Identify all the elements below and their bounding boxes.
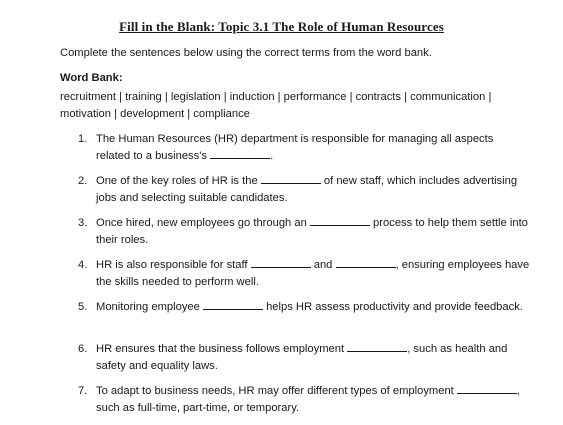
answer-blank[interactable]: [251, 257, 311, 268]
question-item: [60, 383, 530, 425]
question-list: [60, 131, 530, 425]
question-text: To adapt to business needs, HR may offer different types of employment: [96, 385, 457, 397]
question-text: The Human Resources (HR) department is responsible for managing all aspects related to a business's: [96, 133, 494, 162]
question-text: , ensuring employees have the skills needed to perform well.: [96, 259, 530, 288]
word-bank-heading: Word Bank:: [60, 72, 123, 84]
question-item: [60, 173, 530, 215]
question-number: 7.: [78, 385, 88, 397]
answer-blank[interactable]: [203, 299, 263, 310]
question-item: [60, 341, 530, 383]
question-text: HR ensures that the business follows employment: [96, 343, 348, 355]
question-number: 3.: [78, 217, 88, 229]
word-bank-list: recruitment | training | legislation | induction | performance | contracts | communication | motivation | development | compliance: [60, 91, 492, 120]
question-text: , such as health and safety and equality laws.: [96, 343, 508, 372]
question-text: of new staff, which includes advertising jobs and selecting suitable candidates.: [96, 175, 518, 204]
answer-blank[interactable]: [310, 215, 370, 226]
answer-blank[interactable]: [210, 148, 270, 159]
question-number: 6.: [78, 343, 88, 355]
question-text: and: [310, 259, 336, 271]
question-text: helps HR assess productivity and provide feedback.: [262, 301, 523, 313]
instructions-text: Complete the sentences below using the correct terms from the word bank.: [60, 47, 432, 59]
answer-blank[interactable]: [457, 383, 517, 394]
question-number: 1.: [78, 133, 88, 145]
question-text: One of the key roles of HR is the: [96, 175, 261, 187]
question-item: [60, 257, 530, 299]
question-item: [60, 131, 530, 173]
question-item: [60, 215, 530, 257]
answer-blank[interactable]: [261, 173, 321, 184]
answer-blank[interactable]: [347, 341, 407, 352]
question-text: HR is also responsible for staff: [96, 259, 251, 271]
question-text: Monitoring employee: [96, 301, 203, 313]
answer-blank[interactable]: [336, 257, 396, 268]
question-number: 5.: [78, 301, 88, 313]
question-text: process to help them settle into their roles.: [96, 217, 528, 246]
question-text: Once hired, new employees go through an: [96, 217, 310, 229]
page-title: Fill in the Blank: Topic 3.1 The Role of Human Resources: [119, 19, 444, 34]
question-text: .: [270, 150, 274, 162]
question-item: [60, 299, 530, 341]
question-number: 4.: [78, 259, 88, 271]
question-text: , such as full-time, part-time, or temporary.: [96, 385, 520, 414]
question-number: 2.: [78, 175, 88, 187]
